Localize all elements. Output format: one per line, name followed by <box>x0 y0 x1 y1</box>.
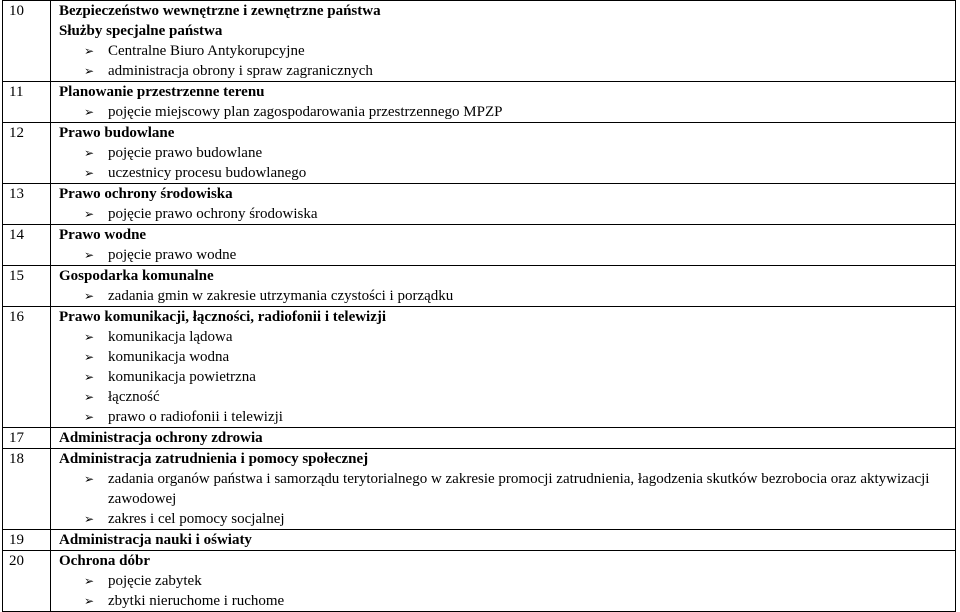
list-item <box>59 143 955 163</box>
row-content <box>51 530 956 551</box>
list-item <box>59 407 955 427</box>
row-content <box>51 123 956 184</box>
arrowhead-bullet-icon: ➢ <box>84 64 95 78</box>
row-content <box>51 82 956 123</box>
row-number: 12 <box>3 123 51 184</box>
row-content <box>51 184 956 225</box>
table-row <box>3 225 956 266</box>
syllabus-table-body <box>3 1 956 612</box>
arrowhead-bullet-icon: ➢ <box>84 166 95 180</box>
table-row <box>3 82 956 123</box>
list-item <box>59 327 955 347</box>
row-number: 16 <box>3 307 51 428</box>
arrowhead-bullet-icon: ➢ <box>84 410 95 424</box>
table-row <box>3 307 956 428</box>
row-content <box>51 266 956 307</box>
topic-heading: Ochrona dóbr <box>59 553 150 569</box>
list-item-text: administracja obrony i spraw zagranicznych <box>108 63 373 79</box>
list-item-text: zbytki nieruchome i ruchome <box>108 593 285 609</box>
list-item-text: komunikacja lądowa <box>108 329 233 345</box>
table-row <box>3 266 956 307</box>
table-row <box>3 1 956 82</box>
topic-heading: Prawo ochrony środowiska <box>59 186 233 202</box>
row-content <box>51 307 956 428</box>
table-row <box>3 530 956 551</box>
list-item-text: komunikacja wodna <box>108 349 230 365</box>
list-item <box>59 61 955 81</box>
list-item-text: prawo o radiofonii i telewizji <box>108 409 283 425</box>
topic-heading: Administracja ochrony zdrowia <box>59 430 263 446</box>
topic-heading: Planowanie przestrzenne terenu <box>59 84 265 100</box>
row-number: 11 <box>3 82 51 123</box>
row-number: 19 <box>3 530 51 551</box>
row-number: 17 <box>3 428 51 449</box>
row-number: 18 <box>3 449 51 530</box>
list-item <box>59 204 955 224</box>
topic-heading: Prawo budowlane <box>59 125 175 141</box>
list-item-text: zadania organów państwa i samorządu terytorialnego w zakresie promocji zatrudnienia, łagodzenia skutków bezrobocia oraz aktywizacji zawodowej <box>108 471 930 507</box>
arrowhead-bullet-icon: ➢ <box>84 330 95 344</box>
arrowhead-bullet-icon: ➢ <box>84 574 95 588</box>
row-number: 20 <box>3 551 51 612</box>
list-item-text: pojęcie prawo ochrony środowiska <box>108 206 318 222</box>
list-item-text: zadania gmin w zakresie utrzymania czystości i porządku <box>108 288 454 304</box>
arrowhead-bullet-icon: ➢ <box>84 289 95 303</box>
list-item-text: pojęcie prawo wodne <box>108 247 237 263</box>
topic-heading: Gospodarka komunalne <box>59 268 214 284</box>
arrowhead-bullet-icon: ➢ <box>84 350 95 364</box>
arrowhead-bullet-icon: ➢ <box>84 472 95 486</box>
arrowhead-bullet-icon: ➢ <box>84 44 95 58</box>
arrowhead-bullet-icon: ➢ <box>84 370 95 384</box>
table-row <box>3 123 956 184</box>
list-item-text: uczestnicy procesu budowlanego <box>108 165 307 181</box>
list-item <box>59 286 955 306</box>
topic-heading: Administracja zatrudnienia i pomocy społecznej <box>59 451 369 467</box>
topic-heading: Bezpieczeństwo wewnętrzne i zewnętrzne państwa <box>59 3 381 19</box>
row-content <box>51 449 956 530</box>
row-number: 15 <box>3 266 51 307</box>
table-row <box>3 449 956 530</box>
row-content <box>51 428 956 449</box>
topic-heading: Służby specjalne państwa <box>59 23 223 39</box>
arrowhead-bullet-icon: ➢ <box>84 146 95 160</box>
topic-heading: Prawo wodne <box>59 227 147 243</box>
list-item <box>59 41 955 61</box>
arrowhead-bullet-icon: ➢ <box>84 512 95 526</box>
list-item <box>59 591 955 611</box>
row-content <box>51 551 956 612</box>
list-item-text: pojęcie prawo budowlane <box>108 145 263 161</box>
topic-heading: Administracja nauki i oświaty <box>59 532 252 548</box>
list-item <box>59 469 955 509</box>
list-item-text: zakres i cel pomocy socjalnej <box>108 511 285 527</box>
list-item-text: łączność <box>108 389 160 405</box>
table-row <box>3 551 956 612</box>
list-item <box>59 387 955 407</box>
row-number: 13 <box>3 184 51 225</box>
arrowhead-bullet-icon: ➢ <box>84 207 95 221</box>
syllabus-table <box>2 0 956 612</box>
table-row <box>3 428 956 449</box>
list-item <box>59 509 955 529</box>
row-content <box>51 1 956 82</box>
row-number: 10 <box>3 1 51 82</box>
list-item-text: pojęcie zabytek <box>108 573 202 589</box>
list-item <box>59 245 955 265</box>
list-item <box>59 163 955 183</box>
list-item <box>59 367 955 387</box>
table-row <box>3 184 956 225</box>
topic-heading: Prawo komunikacji, łączności, radiofonii i telewizji <box>59 309 387 325</box>
list-item <box>59 571 955 591</box>
arrowhead-bullet-icon: ➢ <box>84 105 95 119</box>
arrowhead-bullet-icon: ➢ <box>84 390 95 404</box>
row-number: 14 <box>3 225 51 266</box>
list-item-text: Centralne Biuro Antykorupcyjne <box>108 43 305 59</box>
list-item-text: pojęcie miejscowy plan zagospodarowania przestrzennego MPZP <box>108 104 503 120</box>
arrowhead-bullet-icon: ➢ <box>84 248 95 262</box>
arrowhead-bullet-icon: ➢ <box>84 594 95 608</box>
list-item <box>59 347 955 367</box>
list-item <box>59 102 955 122</box>
list-item-text: komunikacja powietrzna <box>108 369 256 385</box>
row-content <box>51 225 956 266</box>
